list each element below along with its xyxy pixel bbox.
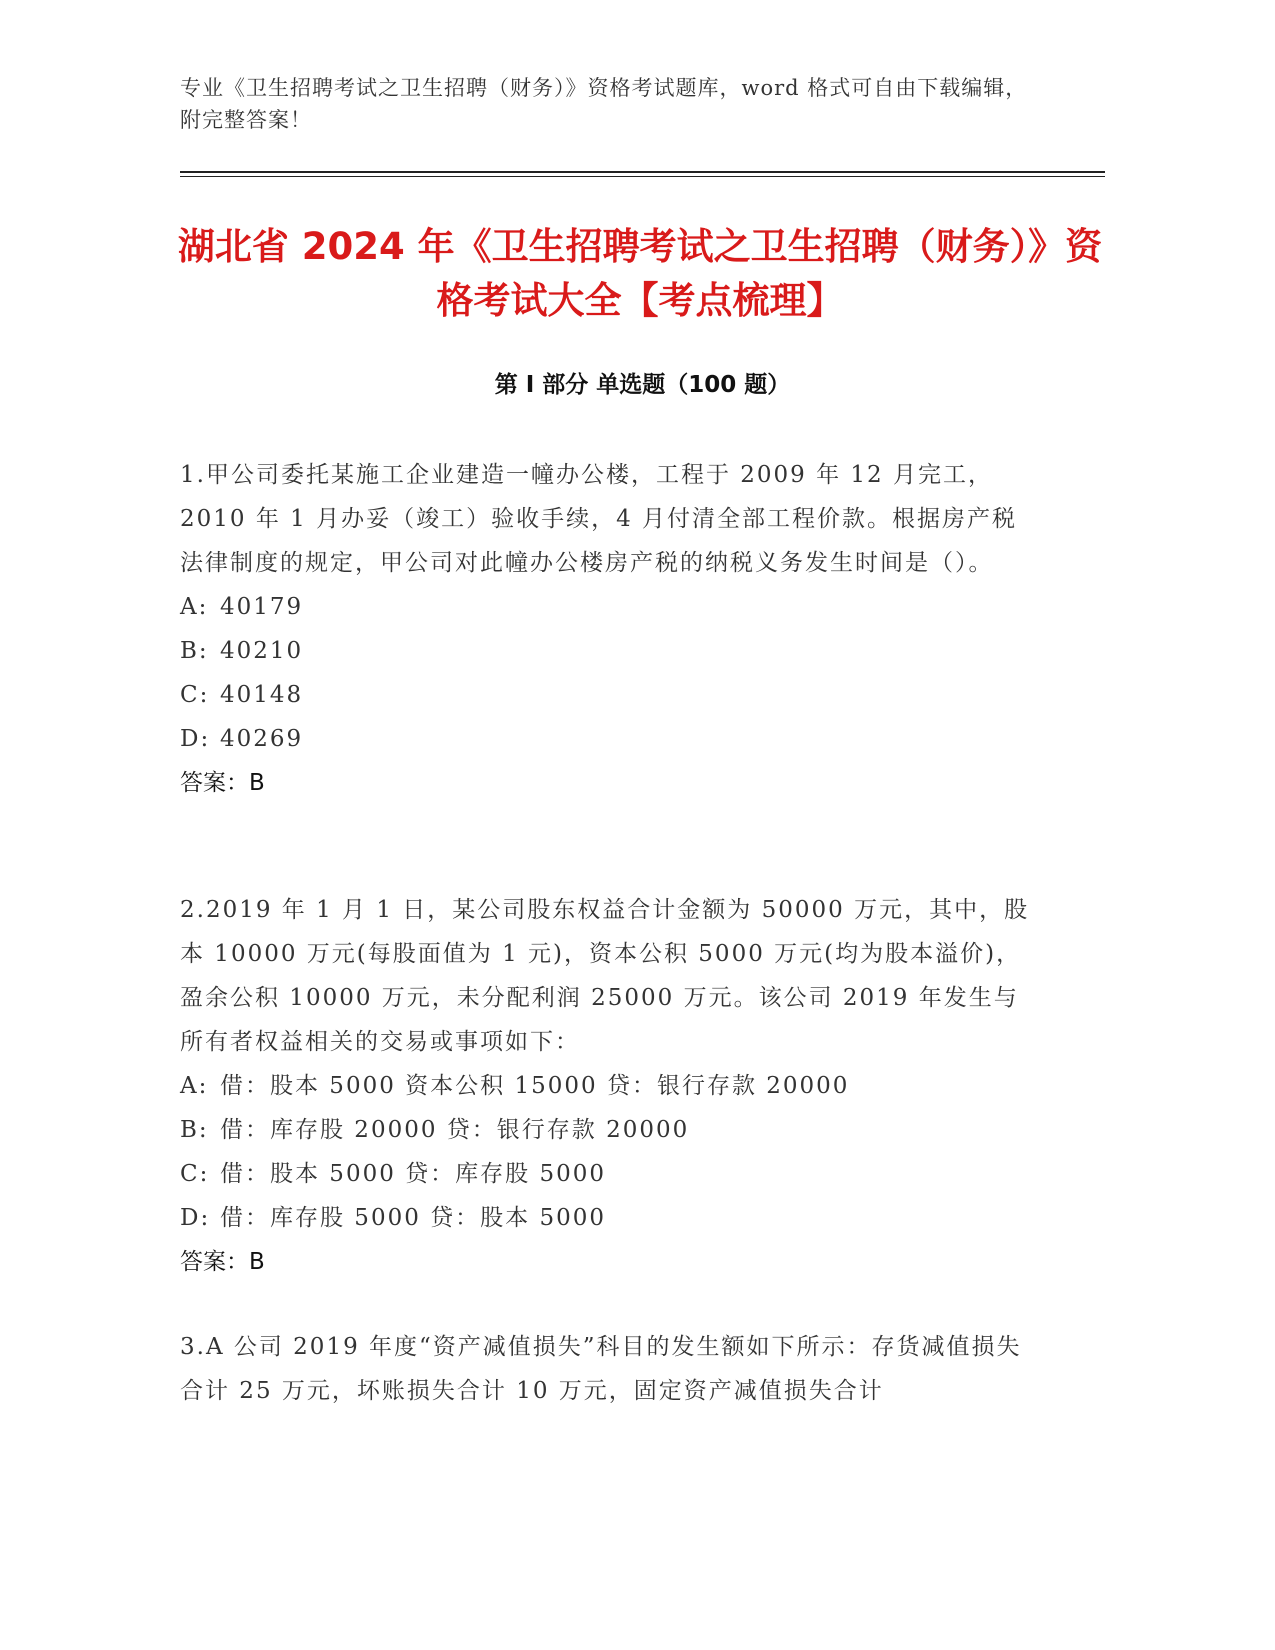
option-text: 40179	[220, 594, 304, 620]
question-1	[180, 453, 1040, 805]
option-a[interactable]	[180, 1064, 1040, 1108]
option-a[interactable]	[180, 585, 1040, 629]
option-text: 40210	[220, 638, 304, 664]
header-divider-thin	[180, 176, 1105, 177]
option-letter: D:	[180, 726, 211, 752]
answer: 答案：B	[180, 770, 265, 796]
header-divider-thick	[180, 171, 1105, 173]
option-text: 借：股本 5000 资本公积 15000 贷：银行存款 20000	[220, 1073, 850, 1099]
section-heading: 第 I 部分 单选题（100 题）	[494, 372, 791, 398]
option-c[interactable]	[180, 673, 1040, 717]
option-letter: D:	[180, 1205, 211, 1231]
option-letter: A:	[180, 594, 209, 620]
option-b[interactable]	[180, 629, 1040, 673]
option-d[interactable]	[180, 717, 1040, 761]
option-b[interactable]	[180, 1108, 1040, 1152]
document-title: 湖北省 2024 年《卫生招聘考试之卫生招聘（财务）》资格考试大全【考点梳理】	[177, 225, 1103, 322]
question-stem: 1.甲公司委托某施工企业建造一幢办公楼，工程于 2009 年 12 月完工，2010 年 1 月办妥（竣工）验收手续，4 月付清全部工程价款。根据房产税法律制度的规定，甲公司对此幢办公楼房产税的纳税义务发生时间是（）。	[180, 462, 1018, 576]
question-stem: 3.A 公司 2019 年度“资产减值损失”科目的发生额如下所示：存货减值损失合计 25 万元，坏账损失合计 10 万元，固定资产减值损失合计	[180, 1334, 1022, 1404]
option-d[interactable]	[180, 1196, 1040, 1240]
option-letter: B:	[180, 638, 209, 664]
option-text: 40269	[220, 726, 304, 752]
question-3	[180, 1325, 1040, 1413]
option-c[interactable]	[180, 1152, 1040, 1196]
option-letter: B:	[180, 1117, 209, 1143]
option-text: 借：股本 5000 贷：库存股 5000	[220, 1161, 606, 1187]
option-letter: A:	[180, 1073, 209, 1099]
header-note: 专业《卫生招聘考试之卫生招聘（财务）》资格考试题库，word 格式可自由下载编辑，附完整答案！	[180, 76, 1028, 132]
option-text: 40148	[220, 682, 304, 708]
option-text: 借：库存股 5000 贷：股本 5000	[220, 1205, 606, 1231]
option-text: 借：库存股 20000 贷：银行存款 20000	[220, 1117, 690, 1143]
question-2	[180, 888, 1040, 1284]
answer: 答案：B	[180, 1249, 265, 1275]
option-letter: C:	[180, 682, 210, 708]
option-letter: C:	[180, 1161, 210, 1187]
question-stem: 2.2019 年 1 月 1 日，某公司股东权益合计金额为 50000 万元，其中，股本 10000 万元(每股面值为 1 元)，资本公积 5000 万元(均为股本溢价)，盈余公积 10000 万元，未分配利润 25000 万元。该公司 2019 年发生与所有者权益相关的交易或事项如下：	[180, 897, 1030, 1055]
